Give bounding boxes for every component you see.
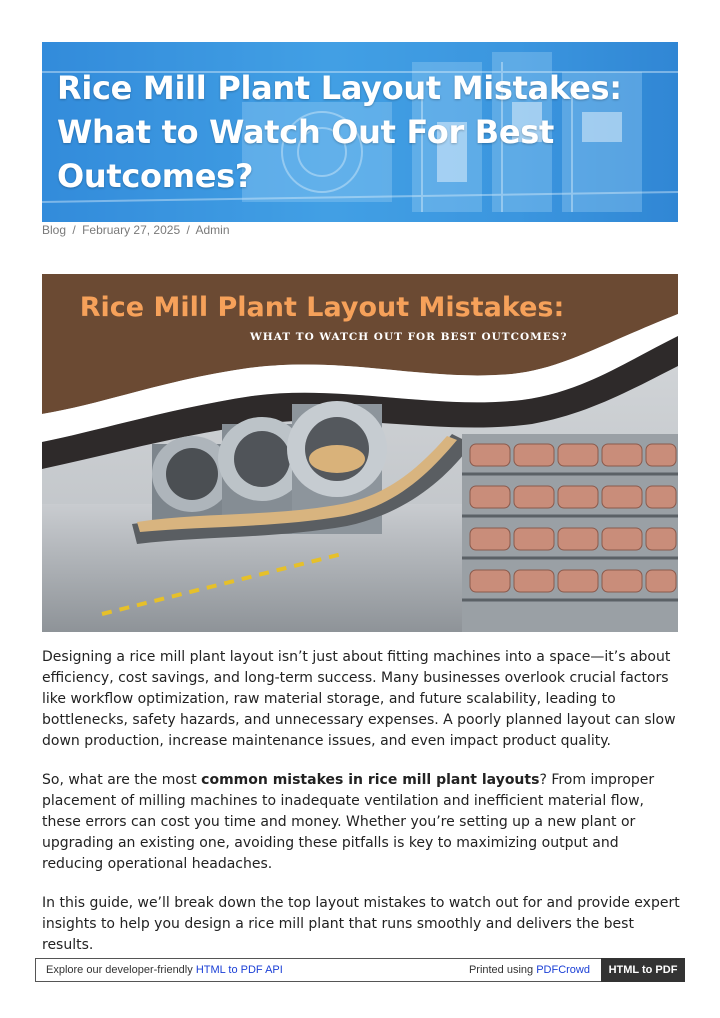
hero-banner xyxy=(42,42,678,222)
meta-separator: / xyxy=(186,223,190,237)
post-date: February 27, 2025 xyxy=(82,223,181,237)
html-to-pdf-button[interactable]: HTML to PDF xyxy=(601,958,685,982)
footer-left xyxy=(46,964,283,976)
footer-right-text: Printed using xyxy=(468,964,537,976)
featured-image-illustration xyxy=(42,274,678,632)
featured-image-title: Rice Mill Plant Layout Mistakes: xyxy=(79,292,565,323)
pdf-footer-bar xyxy=(35,958,685,982)
featured-image-subtitle: WHAT TO WATCH OUT FOR BEST OUTCOMES? xyxy=(250,331,568,343)
category-link[interactable]: Blog xyxy=(42,223,67,237)
page-title: Rice Mill Plant Layout Mistakes: What to Watch Out For Best Outcomes? xyxy=(57,69,622,195)
html-to-pdf-api-link[interactable]: HTML to PDF API xyxy=(195,964,283,976)
post-meta xyxy=(42,223,230,237)
article-body xyxy=(42,647,682,974)
paragraph-mistakes-text-end: ? From improper placement of milling machines to inadequate ventilation and inefficient material flow, these errors can cost you time and money. Whether you’re setting up a new plant or upgrading an existing one, avoiding these pitfalls is key to maximizing output and reducing operational headaches. xyxy=(42,772,655,872)
meta-separator: / xyxy=(72,223,76,237)
paragraph-guide: In this guide, we’ll break down the top layout mistakes to watch out for and provide expert insights to help you design a rice mill plant that runs smoothly and delivers the best results. xyxy=(42,895,680,953)
paragraph-mistakes-emphasis: common mistakes in rice mill plant layouts xyxy=(201,772,540,788)
author-link[interactable]: Admin xyxy=(195,223,230,237)
paragraph-mistakes-text-start: So, what are the most xyxy=(42,772,202,788)
paragraph-mistakes xyxy=(42,770,682,875)
paragraph-intro: Designing a rice mill plant layout isn’t just about fitting machines into a space—it’s about efficiency, cost savings, and long-term success. Many businesses overlook crucial factors like workflow optimization, raw material storage, and future scalability, leading to bottlenecks, safety hazards, and unnecessary expenses. A poorly planned layout can slow down production, increase maintenance issues, and even impact product quality. xyxy=(42,649,676,749)
featured-image xyxy=(42,274,678,632)
footer-left-text: Explore our developer-friendly xyxy=(46,964,196,976)
footer-right xyxy=(469,964,590,976)
pdfcrowd-link[interactable]: PDFCrowd xyxy=(536,964,590,976)
